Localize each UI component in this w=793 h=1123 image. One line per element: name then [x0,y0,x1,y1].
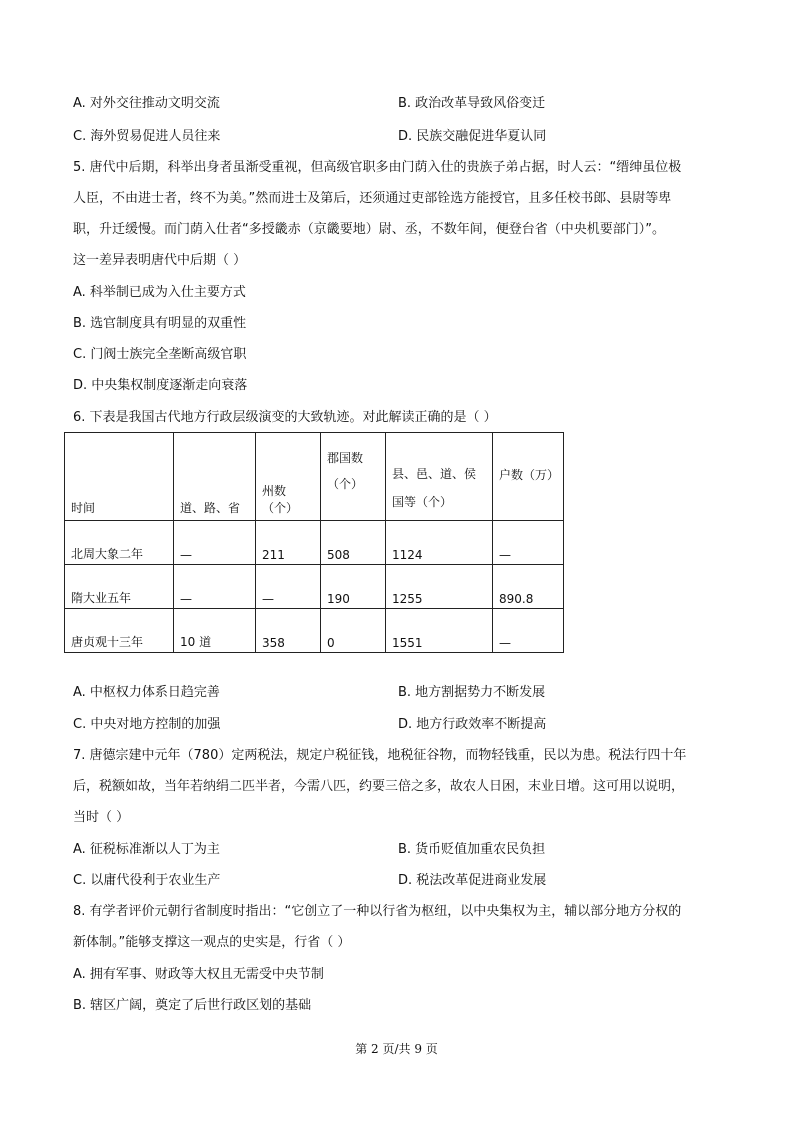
q4-option-d: D. 民族交融促进华夏认同 [398,129,547,144]
q7-option-d: D. 税法改革促进商业发展 [398,873,547,888]
q7-stem-line-1: 7. 唐德宗建中元年（780）定两税法，规定户税征钱，地税征谷物，而物轻钱重，民以为患。税法行四十年 [73,748,687,763]
table-cell: 1551 [386,609,493,653]
q8-option-a: A. 拥有军事、财政等大权且无需受中央节制 [73,967,324,982]
q7-option-c: C. 以庸代役利于农业生产 [73,873,221,888]
table-row [65,609,564,653]
q4-option-a: A. 对外交往推动文明交流 [73,96,220,111]
table-cell: 358 [256,609,321,653]
q5-stem-line-1: 5. 唐代中后期，科举出身者虽渐受重视，但高级官职多由门荫入仕的贵族子弟占据，时人云：“缙绅虽位极 [73,160,682,175]
table-cell: 1124 [386,521,493,565]
table-cell: — [256,565,321,609]
table-row [65,521,564,565]
header-cell: 郡国数（个） [321,433,386,521]
q8-option-b: B. 辖区广阔，奠定了后世行政区划的基础 [73,998,312,1013]
q5-option-a: A. 科举制已成为入仕主要方式 [73,285,246,300]
table-cell: 隋大业五年 [65,565,174,609]
table-row [65,565,564,609]
table-cell: 唐贞观十三年 [65,609,174,653]
q5-stem-line-4: 这一差异表明唐代中后期（ ） [73,253,247,268]
header-cell: 州数（个） [256,433,321,521]
q4-option-b: B. 政治改革导致风俗变迁 [398,96,546,111]
table-cell: 0 [321,609,386,653]
table-cell: — [493,521,564,565]
q4-option-c: C. 海外贸易促进人员往来 [73,129,221,144]
q6-option-a: A. 中枢权力体系日趋完善 [73,685,220,700]
table-cell: — [174,521,256,565]
q5-option-b: B. 选官制度具有明显的双重性 [73,316,247,331]
header-cell: 时间 [65,433,174,521]
header-cell: 道、路、省 [174,433,256,521]
q7-stem-line-3: 当时（ ） [73,810,130,825]
table-cell: 1255 [386,565,493,609]
table-cell: 北周大象二年 [65,521,174,565]
table-cell: 508 [321,521,386,565]
q5-stem-line-2: 人臣，不由进士者，终不为美。”然而进士及第后，还须通过吏部铨选方能授官，且多任校书郎、县尉等卑 [73,191,672,206]
q8-stem-line-2: 新体制。”能够支撑这一观点的史实是，行省（ ） [73,935,351,950]
header-cell: 县、邑、道、侯国等（个） [386,433,493,521]
q6-option-b: B. 地方割据势力不断发展 [398,685,546,700]
table-cell: — [493,609,564,653]
table-cell: 211 [256,521,321,565]
table-header-row [65,433,564,521]
q6-option-c: C. 中央对地方控制的加强 [73,717,221,732]
q6-stem: 6. 下表是我国古代地方行政层级演变的大致轨迹。对此解读正确的是（ ） [73,410,497,425]
q7-option-a: A. 征税标准渐以人丁为主 [73,842,220,857]
admin-levels-table [64,432,564,653]
header-cell: 户数（万） [493,433,564,521]
q6-option-d: D. 地方行政效率不断提高 [398,717,547,732]
table-cell: 190 [321,565,386,609]
q8-stem-line-1: 8. 有学者评价元朝行省制度时指出：“它创立了一种以行省为枢纽，以中央集权为主，辅以部分地方分权的 [73,904,682,919]
q7-stem-line-2: 后，税额如故，当年若纳绢二匹半者，今需八匹，约要三倍之多，故农人日困，末业日增。这可用以说明， [73,779,685,794]
q5-option-c: C. 门阀士族完全垄断高级官职 [73,347,247,362]
table-cell: 890.8 [493,565,564,609]
q7-option-b: B. 货币贬值加重农民负担 [398,842,546,857]
table-cell: — [174,565,256,609]
q5-option-d: D. 中央集权制度逐渐走向衰落 [73,378,248,393]
q5-stem-line-3: 职，升迁缓慢。而门荫入仕者“多授畿赤（京畿要地）尉、丞，不数年间，便登台省（中央机要部门）”。 [73,222,665,237]
table-cell: 10 道 [174,609,256,653]
page-footer: 第 2 页/共 9 页 [355,1042,438,1056]
